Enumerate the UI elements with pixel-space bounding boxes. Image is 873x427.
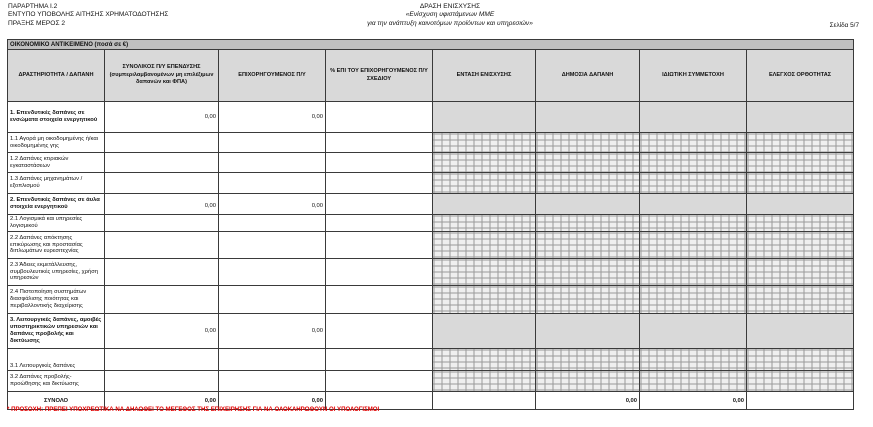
aid-intensity-cell bbox=[433, 194, 536, 215]
document-header-left bbox=[8, 3, 168, 28]
total-budget-sum: 0,00 bbox=[105, 392, 219, 410]
program-subtitle-2: για την ανάπτυξη καινοτόμων προϊόντων και υπηρεσιών» bbox=[367, 19, 533, 27]
row-label: 3. Λειτουργικές δαπάνες, αμοιβές υποστηρικτικών υπηρεσιών και δαπάνες προβολής και δικτύωσης bbox=[8, 314, 105, 349]
total-budget-cell[interactable] bbox=[105, 232, 219, 259]
column-header-row bbox=[8, 50, 854, 102]
percent-cell[interactable] bbox=[326, 259, 433, 286]
check-cell bbox=[747, 314, 854, 349]
aid-intensity-cell bbox=[433, 314, 536, 349]
subsidized-budget-cell[interactable]: 0,00 bbox=[219, 314, 326, 349]
private-contribution-cell bbox=[640, 215, 747, 232]
public-expenditure-cell bbox=[536, 259, 640, 286]
subsidized-budget-cell[interactable] bbox=[219, 215, 326, 232]
check-cell bbox=[747, 232, 854, 259]
total-budget-cell[interactable] bbox=[105, 349, 219, 371]
column-header: ΕΝΤΑΣΗ ΕΝΙΣΧΥΣΗΣ bbox=[433, 50, 536, 102]
subsidized-budget-cell[interactable]: 0,00 bbox=[219, 102, 326, 133]
section-title: ΟΙΚΟΝΟΜΙΚΟ ΑΝΤΙΚΕΙΜΕΝΟ (ποσά σε €) bbox=[8, 40, 854, 50]
row-label: 1.1 Αγορά μη οικοδομημένης ή/και οικοδομημένης γης bbox=[8, 133, 105, 153]
subcategory-row bbox=[8, 349, 854, 371]
private-contribution-cell bbox=[640, 286, 747, 314]
check-cell bbox=[747, 173, 854, 194]
check-cell bbox=[747, 133, 854, 153]
program-title: ΔΡΑΣΗ ΕΝΙΣΧΥΣΗΣ bbox=[419, 3, 481, 10]
column-header: ΔΗΜΟΣΙΑ ΔΑΠΑΝΗ bbox=[536, 50, 640, 102]
row-label: 1. Επενδυτικές δαπάνες σε ενσώματα στοιχεία ενεργητικού bbox=[8, 102, 105, 133]
check-cell bbox=[747, 259, 854, 286]
form-title: ΕΝΤΥΠΟ ΥΠΟΒΟΛΗΣ ΑΙΤΗΣΗΣ ΧΡΗΜΑΤΟΔΟΤΗΣΗΣ bbox=[8, 11, 169, 19]
row-label: 1.2 Δαπάνες κτιριακών εγκαταστάσεων bbox=[8, 153, 105, 173]
private-contribution-sum: 0,00 bbox=[640, 392, 747, 410]
check-cell bbox=[747, 286, 854, 314]
private-contribution-cell bbox=[640, 349, 747, 371]
aid-intensity-cell bbox=[433, 349, 536, 371]
private-contribution-cell bbox=[640, 371, 747, 392]
subsidized-budget-cell[interactable] bbox=[219, 371, 326, 392]
category-row bbox=[8, 194, 854, 215]
private-contribution-cell bbox=[640, 232, 747, 259]
check-cell bbox=[747, 349, 854, 371]
private-contribution-cell bbox=[640, 133, 747, 153]
percent-cell[interactable] bbox=[326, 314, 433, 349]
private-contribution-cell bbox=[640, 259, 747, 286]
public-expenditure-cell bbox=[536, 153, 640, 173]
subcategory-row bbox=[8, 232, 854, 259]
subcategory-row bbox=[8, 286, 854, 314]
subcategory-row bbox=[8, 133, 854, 153]
subcategory-row bbox=[8, 371, 854, 392]
check-sum-cell bbox=[747, 392, 854, 410]
aid-intensity-cell bbox=[433, 286, 536, 314]
total-budget-cell[interactable]: 0,00 bbox=[105, 102, 219, 133]
row-label: 1.3 Δαπάνες μηχανημάτων /εξοπλισμού bbox=[8, 173, 105, 194]
row-label: 2.2 Δαπάνες απόκτησης επικύρωσης και προστασίας διπλωμάτων ευρεσιτεχνίας bbox=[8, 232, 105, 259]
category-row bbox=[8, 102, 854, 133]
subcategory-row bbox=[8, 173, 854, 194]
check-cell bbox=[747, 102, 854, 133]
public-expenditure-cell bbox=[536, 194, 640, 215]
financial-table bbox=[7, 39, 854, 410]
total-budget-cell[interactable] bbox=[105, 133, 219, 153]
aid-intensity-cell bbox=[433, 215, 536, 232]
aid-intensity-cell bbox=[433, 133, 536, 153]
annex-label: ΠΑΡΑΡΤΗΜΑ Ι.2 bbox=[8, 3, 58, 10]
subsidized-budget-cell[interactable] bbox=[219, 259, 326, 286]
aid-intensity-cell bbox=[433, 153, 536, 173]
check-cell bbox=[747, 194, 854, 215]
column-header: ΕΛΕΓΧΟΣ ΟΡΘΟΤΗΤΑΣ bbox=[747, 50, 854, 102]
private-contribution-cell bbox=[640, 173, 747, 194]
row-label: 3.1 Λειτουργικές δαπάνες bbox=[8, 349, 105, 371]
private-contribution-cell bbox=[640, 153, 747, 173]
check-cell bbox=[747, 215, 854, 232]
percent-cell[interactable] bbox=[326, 133, 433, 153]
percent-cell[interactable] bbox=[326, 153, 433, 173]
percent-cell[interactable] bbox=[326, 102, 433, 133]
private-contribution-cell bbox=[640, 194, 747, 215]
row-label: 2.3 Άδειες εκμετάλλευσης, συμβουλευτικές υπηρεσίες, χρήση υπηρεσιών bbox=[8, 259, 105, 286]
category-row bbox=[8, 314, 854, 349]
check-cell bbox=[747, 153, 854, 173]
subsidized-budget-cell[interactable] bbox=[219, 349, 326, 371]
public-expenditure-cell bbox=[536, 102, 640, 133]
program-subtitle-1: «Ενίσχυση υφιστάμενων ΜΜΕ bbox=[405, 11, 495, 19]
column-header: ΣΥΝΟΛΙΚΟΣ Π/Υ ΕΠΕΝΔΥΣΗΣ (συμπεριλαμβανομένων μη επιλέξιμων δαπανών και ΦΠΑ) bbox=[105, 50, 219, 102]
form-part: ΠΡΑΞΗΣ ΜΕΡΟΣ 2 bbox=[8, 19, 66, 27]
percent-cell[interactable] bbox=[326, 173, 433, 194]
public-expenditure-sum: 0,00 bbox=[536, 392, 640, 410]
totals-label: ΣΥΝΟΛΟ bbox=[8, 392, 105, 410]
subsidized-budget-cell[interactable] bbox=[219, 153, 326, 173]
subsidized-budget-cell[interactable]: 0,00 bbox=[219, 194, 326, 215]
row-label: 3.2 Δαπάνες προβολής-προώθησης και δικτύωσης bbox=[8, 371, 105, 392]
public-expenditure-cell bbox=[536, 371, 640, 392]
subcategory-row bbox=[8, 215, 854, 232]
subsidized-budget-cell[interactable] bbox=[219, 173, 326, 194]
row-label: 2.1 Λογισμικά και υπηρεσίες λογισμικού bbox=[8, 215, 105, 232]
total-budget-cell[interactable] bbox=[105, 153, 219, 173]
total-budget-cell[interactable] bbox=[105, 286, 219, 314]
total-budget-cell[interactable] bbox=[105, 371, 219, 392]
total-budget-cell[interactable] bbox=[105, 215, 219, 232]
percent-cell[interactable] bbox=[326, 286, 433, 314]
public-expenditure-cell bbox=[536, 133, 640, 153]
subsidized-budget-cell[interactable] bbox=[219, 232, 326, 259]
percent-cell[interactable] bbox=[326, 349, 433, 371]
total-budget-cell[interactable] bbox=[105, 259, 219, 286]
public-expenditure-cell bbox=[536, 286, 640, 314]
public-expenditure-cell bbox=[536, 349, 640, 371]
column-header: ΙΔΙΩΤΙΚΗ ΣΥΜΜΕΤΟΧΗ bbox=[640, 50, 747, 102]
column-header: % ΕΠΙ ΤΟΥ ΕΠΙΧΟΡΗΓΟΥΜΕΝΟΣ Π/Υ ΣΧΕΔΙΟΥ bbox=[326, 50, 433, 102]
subcategory-row bbox=[8, 259, 854, 286]
aid-intensity-sum-cell bbox=[433, 392, 536, 410]
total-budget-cell[interactable]: 0,00 bbox=[105, 314, 219, 349]
public-expenditure-cell bbox=[536, 314, 640, 349]
row-label: 2.4 Πιστοποίηση συστημάτων διασφάλισης ποιότητας και περιβαλλοντικής διαχείρισης bbox=[8, 286, 105, 314]
subsidized-budget-cell[interactable] bbox=[219, 133, 326, 153]
document-header-center bbox=[337, 3, 563, 28]
percent-cell[interactable] bbox=[326, 371, 433, 392]
private-contribution-cell bbox=[640, 314, 747, 349]
total-budget-cell[interactable]: 0,00 bbox=[105, 194, 219, 215]
private-contribution-cell bbox=[640, 102, 747, 133]
subcategory-row bbox=[8, 153, 854, 173]
row-label: 2. Επενδυτικές δαπάνες σε άυλα στοιχεία ενεργητικού bbox=[8, 194, 105, 215]
subsidized-budget-sum: 0,00 bbox=[219, 392, 326, 410]
column-header: ΕΠΙΧΟΡΗΓΟΥΜΕΝΟΣ Π/Υ bbox=[219, 50, 326, 102]
public-expenditure-cell bbox=[536, 232, 640, 259]
public-expenditure-cell bbox=[536, 173, 640, 194]
aid-intensity-cell bbox=[433, 371, 536, 392]
subsidized-budget-cell[interactable] bbox=[219, 286, 326, 314]
check-cell bbox=[747, 371, 854, 392]
percent-cell[interactable] bbox=[326, 215, 433, 232]
warning-note: * ΠΡΟΣΟΧΗ: ΠΡΕΠΕΙ ΥΠΟΧΡΕΩΤΙΚΑ ΝΑ ΔΗΛΩΘΕΙ ΤΟ ΜΕΓΕΘΟΣ ΤΗΣ ΕΠΙΧΕΙΡΗΣΗΣ ΓΙΑ ΝΑ ΟΛΟΚΛΗΡΩΘΟΥΝ ΟΙ ΥΠΟΛΟΓΙΣΜΟΙ bbox=[7, 406, 380, 413]
total-budget-cell[interactable] bbox=[105, 173, 219, 194]
page-number: Σελίδα 5/7 bbox=[829, 22, 859, 29]
aid-intensity-cell bbox=[433, 232, 536, 259]
percent-cell[interactable] bbox=[326, 194, 433, 215]
percent-cell[interactable] bbox=[326, 232, 433, 259]
column-header: ΔΡΑΣΤΗΡΙΟΤΗΤΑ / ΔΑΠΑΝΗ bbox=[8, 50, 105, 102]
aid-intensity-cell bbox=[433, 259, 536, 286]
aid-intensity-cell bbox=[433, 173, 536, 194]
aid-intensity-cell bbox=[433, 102, 536, 133]
public-expenditure-cell bbox=[536, 215, 640, 232]
